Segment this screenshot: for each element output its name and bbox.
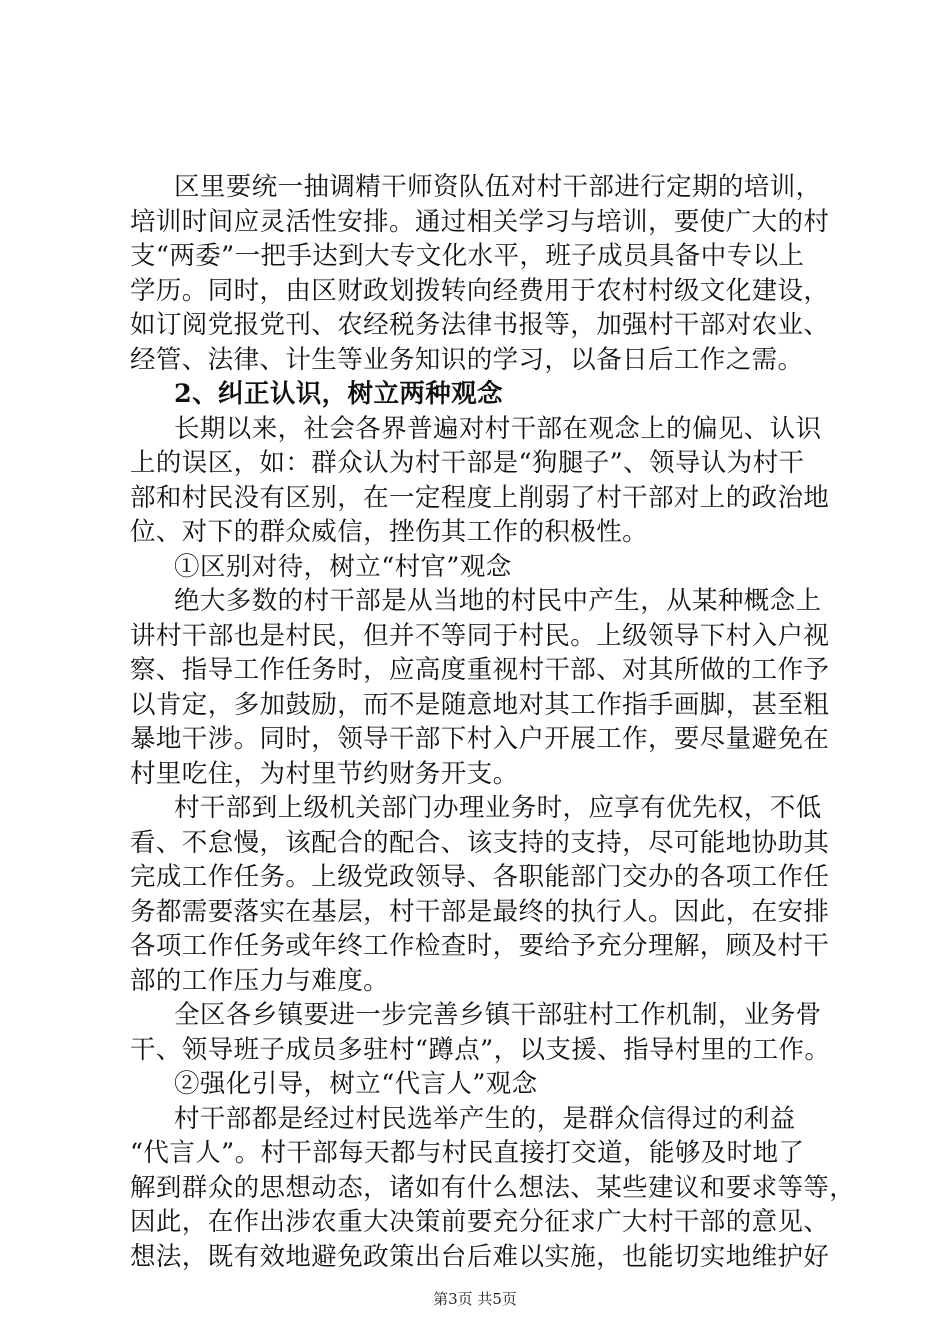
text-line: 完成工作任务。上级党政领导、各职能部门交办的各项工作任 xyxy=(130,862,830,892)
text-line: 部和村民没有区别，在一定程度上削弱了村干部对上的政治地 xyxy=(130,482,830,513)
text-line: 上的误区，如：群众认为村干部是“狗腿子”、领导认为村干 xyxy=(130,448,805,478)
text-line: 各项工作任务或年终工作检查时，要给予充分理解，顾及村干 xyxy=(130,931,830,961)
text-line: 经管、法律、计生等业务知识的学习，以备日后工作之需。 xyxy=(130,344,804,375)
text-line: 位、对下的群众威信，挫伤其工作的积极性。 xyxy=(130,517,649,547)
text-line: 想法，既有效地避免政策出台后难以实施，也能切实地维护好 xyxy=(130,1241,830,1272)
text-line: 以肯定，多加鼓励，而不是随意地对其工作指手画脚，甚至粗 xyxy=(130,689,830,720)
text-line: 区里要统一抽调精干师资队伍对村干部进行定期的培训， xyxy=(174,172,822,202)
text-line: 学历。同时，由区财政划拨转向经费用于农村村级文化建设， xyxy=(130,275,830,306)
text-line: 村里吃住，为村里节约财务开支。 xyxy=(130,758,519,789)
text-line: 如订阅党报党刊、农经税务法律书报等，加强村干部对农业、 xyxy=(130,310,830,340)
text-line: 村干部到上级机关部门办理业务时，应享有优先权，不低 xyxy=(174,793,822,823)
section-heading: 2、纠正认识，树立两种观念 xyxy=(174,379,503,409)
text-line: 察、指导工作任务时，应高度重视村干部、对其所做的工作予 xyxy=(130,655,830,685)
text-line: 因此，在作出涉农重大决策前要充分征求广大村干部的意见、 xyxy=(130,1207,830,1237)
text-line: 支“两委”一把手达到大专文化水平，班子成员具备中专以上 xyxy=(130,241,805,271)
text-line: 暴地干涉。同时，领导干部下村入户开展工作，要尽量避免在 xyxy=(130,724,830,754)
text-line: 全区各乡镇要进一步完善乡镇干部驻村工作机制，业务骨 xyxy=(174,1000,822,1030)
text-line: 务都需要落实在基层，村干部是最终的执行人。因此，在安排 xyxy=(130,896,830,927)
text-line: 看、不怠慢，该配合的配合、该支持的支持，尽可能地协助其 xyxy=(130,827,830,858)
text-line: 干、领导班子成员多驻村“蹲点”，以支援、指导村里的工作。 xyxy=(130,1034,831,1065)
text-line: ②强化引导，树立“代言人”观念 xyxy=(174,1069,538,1099)
text-line: 部的工作压力与难度。 xyxy=(130,965,390,996)
text-line: 解到群众的思想动态，诸如有什么想法、某些建议和要求等等， xyxy=(130,1172,856,1203)
text-line: 讲村干部也是村民，但并不等同于村民。上级领导下村入户视 xyxy=(130,620,830,651)
body-text xyxy=(130,170,856,1274)
text-line: “代言人”。村干部每天都与村民直接打交道，能够及时地了 xyxy=(130,1138,805,1168)
text-line: 村干部都是经过村民选举产生的，是群众信得过的利益 xyxy=(174,1103,796,1134)
text-line: 培训时间应灵活性安排。通过相关学习与培训，要使广大的村 xyxy=(130,206,830,237)
text-line: 长期以来，社会各界普遍对村干部在观念上的偏见、认识 xyxy=(174,413,822,444)
text-line: 绝大多数的村干部是从当地的村民中产生，从某种概念上 xyxy=(174,586,822,616)
page-footer: 第3页 共5页 xyxy=(433,1290,517,1308)
text-line: ①区别对待，树立“村官”观念 xyxy=(174,551,512,582)
